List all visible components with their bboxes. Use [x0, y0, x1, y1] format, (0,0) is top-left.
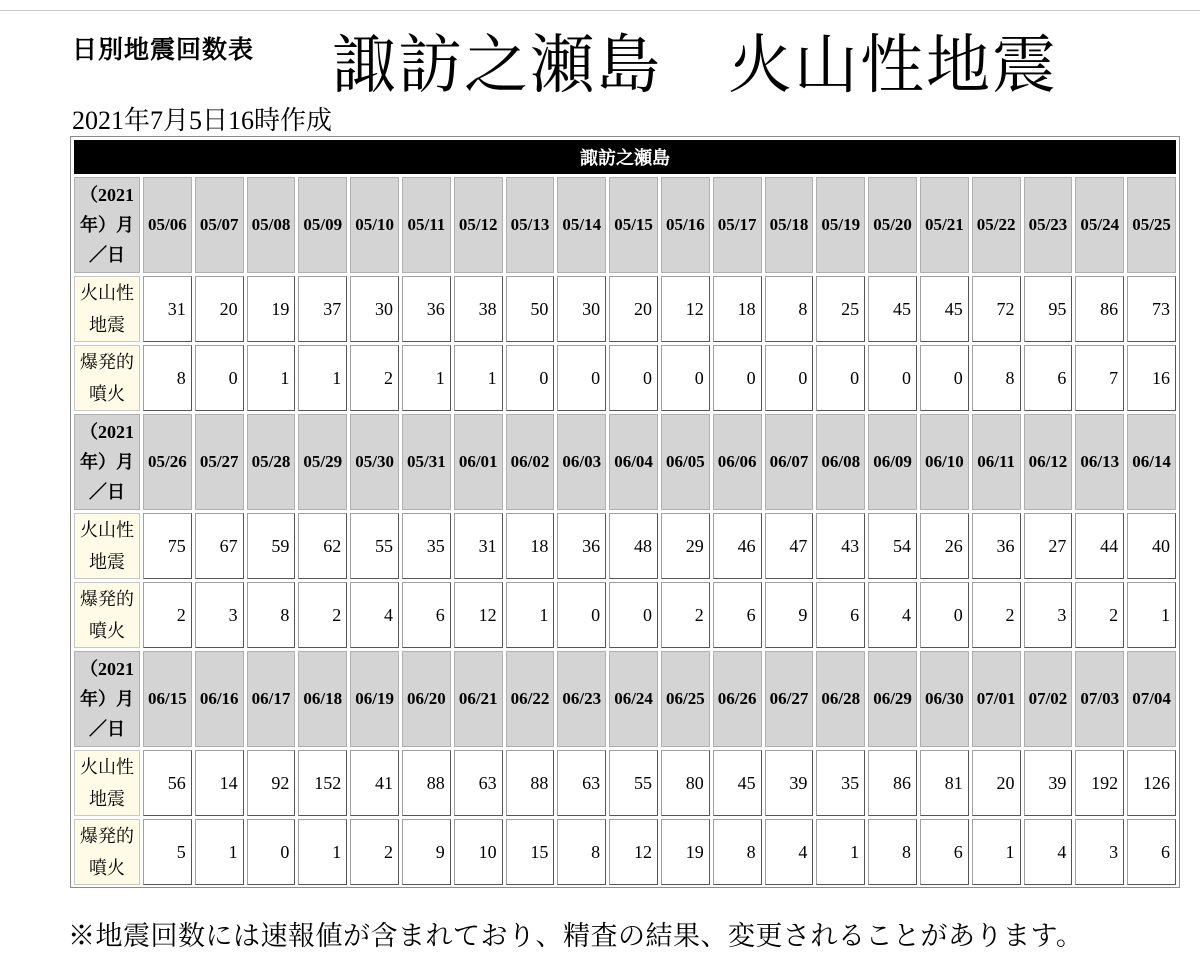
quake-count-cell: 80 [661, 750, 710, 816]
date-header: 06/28 [816, 651, 865, 747]
eruption-count-cell: 1 [298, 819, 347, 885]
eruption-count-cell: 1 [298, 345, 347, 411]
date-header: 05/23 [1024, 177, 1073, 273]
label-line: 年）月 [80, 452, 134, 472]
volcanic-quake-label [74, 750, 140, 816]
label-line: 火山性 [80, 283, 134, 303]
date-header: 06/16 [195, 651, 244, 747]
date-header: 05/09 [298, 177, 347, 273]
label-line: （2021 [80, 185, 134, 205]
explosive-eruption-label [74, 582, 140, 648]
volcanic-quake-row [74, 750, 1176, 816]
eruption-count-cell: 2 [1075, 582, 1124, 648]
quake-count-cell: 75 [143, 513, 192, 579]
date-header: 06/04 [609, 414, 658, 510]
quake-count-cell: 95 [1024, 276, 1073, 342]
quake-count-cell: 20 [195, 276, 244, 342]
eruption-count-cell: 4 [765, 819, 814, 885]
quake-count-cell: 26 [920, 513, 969, 579]
earthquake-count-table [70, 136, 1180, 888]
eruption-count-cell: 8 [143, 345, 192, 411]
date-header: 05/24 [1075, 177, 1124, 273]
eruption-count-cell: 8 [247, 582, 296, 648]
quake-count-cell: 35 [816, 750, 865, 816]
daily-table [71, 137, 1179, 888]
date-header-row [74, 177, 1176, 273]
eruption-count-cell: 6 [402, 582, 451, 648]
date-header: 06/08 [816, 414, 865, 510]
eruption-count-cell: 0 [506, 345, 555, 411]
date-header: 06/09 [868, 414, 917, 510]
date-header: 07/02 [1024, 651, 1073, 747]
explosive-eruption-row [74, 345, 1176, 411]
date-header: 06/06 [713, 414, 762, 510]
eruption-count-cell: 6 [816, 582, 865, 648]
quake-count-cell: 43 [816, 513, 865, 579]
quake-count-cell: 12 [661, 276, 710, 342]
eruption-count-cell: 6 [920, 819, 969, 885]
quake-count-cell: 54 [868, 513, 917, 579]
eruption-count-cell: 6 [1127, 819, 1176, 885]
eruption-count-cell: 16 [1127, 345, 1176, 411]
quake-count-cell: 36 [402, 276, 451, 342]
quake-count-cell: 56 [143, 750, 192, 816]
eruption-count-cell: 0 [609, 582, 658, 648]
explosive-eruption-label [74, 819, 140, 885]
eruption-count-cell: 0 [816, 345, 865, 411]
date-header: 05/17 [713, 177, 762, 273]
date-header: 05/15 [609, 177, 658, 273]
year-month-day-label [74, 177, 140, 273]
label-line: 年）月 [80, 215, 134, 235]
date-header: 06/19 [350, 651, 399, 747]
eruption-count-cell: 5 [143, 819, 192, 885]
created-timestamp: 2021年7月5日16時作成 [72, 106, 333, 135]
quake-count-cell: 30 [350, 276, 399, 342]
date-header: 07/03 [1075, 651, 1124, 747]
eruption-count-cell: 6 [1024, 345, 1073, 411]
quake-count-cell: 45 [713, 750, 762, 816]
label-line: （2021 [80, 422, 134, 442]
quake-count-cell: 86 [1075, 276, 1124, 342]
label-line: ／日 [89, 719, 125, 739]
footnote: ※地震回数には速報値が含まれており、精査の結果、変更されることがあります。 [68, 921, 1084, 951]
eruption-count-cell: 6 [713, 582, 762, 648]
quake-count-cell: 35 [402, 513, 451, 579]
quake-count-cell: 31 [143, 276, 192, 342]
date-header: 05/30 [350, 414, 399, 510]
quake-count-cell: 92 [247, 750, 296, 816]
quake-count-cell: 39 [765, 750, 814, 816]
label-line: 年）月 [80, 689, 134, 709]
label-line: 地震 [89, 315, 125, 335]
date-header: 05/31 [402, 414, 451, 510]
label-line: ／日 [89, 245, 125, 265]
date-header: 06/25 [661, 651, 710, 747]
eruption-count-cell: 2 [350, 819, 399, 885]
volcanic-quake-label [74, 276, 140, 342]
date-header: 06/22 [506, 651, 555, 747]
explosive-eruption-label [74, 345, 140, 411]
quake-count-cell: 59 [247, 513, 296, 579]
date-header: 05/18 [765, 177, 814, 273]
date-header: 05/16 [661, 177, 710, 273]
quake-count-cell: 46 [713, 513, 762, 579]
date-header: 05/22 [972, 177, 1021, 273]
date-header: 05/29 [298, 414, 347, 510]
eruption-count-cell: 4 [350, 582, 399, 648]
eruption-count-cell: 19 [661, 819, 710, 885]
eruption-count-cell: 0 [920, 582, 969, 648]
label-line: 地震 [89, 789, 125, 809]
quake-count-cell: 152 [298, 750, 347, 816]
quake-count-cell: 62 [298, 513, 347, 579]
quake-count-cell: 41 [350, 750, 399, 816]
quake-count-cell: 39 [1024, 750, 1073, 816]
eruption-count-cell: 12 [454, 582, 503, 648]
date-header: 05/13 [506, 177, 555, 273]
date-header: 06/18 [298, 651, 347, 747]
label-line: 噴火 [89, 621, 125, 641]
quake-count-cell: 55 [350, 513, 399, 579]
eruption-count-cell: 1 [402, 345, 451, 411]
table-caption: 諏訪之瀬島 [74, 140, 1176, 174]
window-top-edge [0, 0, 1200, 11]
date-header: 06/10 [920, 414, 969, 510]
label-line: （2021 [80, 659, 134, 679]
quake-count-cell: 45 [920, 276, 969, 342]
date-header: 06/14 [1127, 414, 1176, 510]
eruption-count-cell: 12 [609, 819, 658, 885]
eruption-count-cell: 3 [1024, 582, 1073, 648]
eruption-count-cell: 0 [661, 345, 710, 411]
date-header: 05/25 [1127, 177, 1176, 273]
eruption-count-cell: 2 [143, 582, 192, 648]
quake-count-cell: 37 [298, 276, 347, 342]
eruption-count-cell: 1 [195, 819, 244, 885]
date-header: 06/11 [972, 414, 1021, 510]
eruption-count-cell: 8 [868, 819, 917, 885]
eruption-count-cell: 1 [1127, 582, 1176, 648]
date-header: 06/13 [1075, 414, 1124, 510]
quake-count-cell: 8 [765, 276, 814, 342]
date-header: 06/02 [506, 414, 555, 510]
date-header: 06/12 [1024, 414, 1073, 510]
eruption-count-cell: 8 [713, 819, 762, 885]
date-header: 06/27 [765, 651, 814, 747]
eruption-count-cell: 9 [765, 582, 814, 648]
quake-count-cell: 30 [557, 276, 606, 342]
eruption-count-cell: 0 [557, 582, 606, 648]
date-header: 06/23 [557, 651, 606, 747]
eruption-count-cell: 0 [557, 345, 606, 411]
quake-count-cell: 72 [972, 276, 1021, 342]
quake-count-cell: 18 [506, 513, 555, 579]
date-header: 05/27 [195, 414, 244, 510]
eruption-count-cell: 1 [454, 345, 503, 411]
date-header: 05/26 [143, 414, 192, 510]
eruption-count-cell: 10 [454, 819, 503, 885]
date-header: 07/04 [1127, 651, 1176, 747]
date-header-row [74, 651, 1176, 747]
quake-count-cell: 18 [713, 276, 762, 342]
quake-count-cell: 81 [920, 750, 969, 816]
date-header: 05/06 [143, 177, 192, 273]
date-header: 05/28 [247, 414, 296, 510]
date-header: 07/01 [972, 651, 1021, 747]
quake-count-cell: 36 [557, 513, 606, 579]
quake-count-cell: 73 [1127, 276, 1176, 342]
explosive-eruption-row [74, 582, 1176, 648]
label-line: 爆発的 [80, 589, 134, 609]
quake-count-cell: 29 [661, 513, 710, 579]
label-line: 爆発的 [80, 352, 134, 372]
label-line: 噴火 [89, 384, 125, 404]
year-month-day-label [74, 414, 140, 510]
eruption-count-cell: 3 [195, 582, 244, 648]
eruption-count-cell: 2 [972, 582, 1021, 648]
quake-count-cell: 88 [402, 750, 451, 816]
quake-count-cell: 20 [609, 276, 658, 342]
date-header: 06/03 [557, 414, 606, 510]
year-month-day-label [74, 651, 140, 747]
quake-count-cell: 36 [972, 513, 1021, 579]
date-header: 05/19 [816, 177, 865, 273]
quake-count-cell: 20 [972, 750, 1021, 816]
date-header: 05/10 [350, 177, 399, 273]
date-header: 06/21 [454, 651, 503, 747]
page-heading: 日別地震回数表 [72, 37, 255, 64]
explosive-eruption-row [74, 819, 1176, 885]
quake-count-cell: 14 [195, 750, 244, 816]
eruption-count-cell: 0 [868, 345, 917, 411]
quake-count-cell: 45 [868, 276, 917, 342]
label-line: 火山性 [80, 757, 134, 777]
date-header: 06/29 [868, 651, 917, 747]
quake-count-cell: 25 [816, 276, 865, 342]
date-header: 06/30 [920, 651, 969, 747]
quake-count-cell: 40 [1127, 513, 1176, 579]
quake-count-cell: 55 [609, 750, 658, 816]
eruption-count-cell: 0 [713, 345, 762, 411]
date-header: 06/05 [661, 414, 710, 510]
eruption-count-cell: 7 [1075, 345, 1124, 411]
eruption-count-cell: 15 [506, 819, 555, 885]
eruption-count-cell: 1 [816, 819, 865, 885]
quake-count-cell: 63 [454, 750, 503, 816]
volcanic-quake-row [74, 276, 1176, 342]
date-header: 06/07 [765, 414, 814, 510]
quake-count-cell: 67 [195, 513, 244, 579]
quake-count-cell: 31 [454, 513, 503, 579]
label-line: 火山性 [80, 520, 134, 540]
date-header: 06/20 [402, 651, 451, 747]
quake-count-cell: 88 [506, 750, 555, 816]
date-header: 05/12 [454, 177, 503, 273]
volcanic-quake-row [74, 513, 1176, 579]
eruption-count-cell: 0 [920, 345, 969, 411]
date-header: 06/01 [454, 414, 503, 510]
date-header: 05/21 [920, 177, 969, 273]
eruption-count-cell: 8 [557, 819, 606, 885]
quake-count-cell: 38 [454, 276, 503, 342]
date-header: 05/11 [402, 177, 451, 273]
label-line: 地震 [89, 552, 125, 572]
eruption-count-cell: 2 [298, 582, 347, 648]
quake-count-cell: 63 [557, 750, 606, 816]
quake-count-cell: 27 [1024, 513, 1073, 579]
date-header: 05/08 [247, 177, 296, 273]
date-header: 06/26 [713, 651, 762, 747]
quake-count-cell: 126 [1127, 750, 1176, 816]
eruption-count-cell: 4 [1024, 819, 1073, 885]
volcanic-quake-label [74, 513, 140, 579]
date-header-row [74, 414, 1176, 510]
eruption-count-cell: 3 [1075, 819, 1124, 885]
eruption-count-cell: 8 [972, 345, 1021, 411]
date-header: 06/15 [143, 651, 192, 747]
quake-count-cell: 192 [1075, 750, 1124, 816]
quake-count-cell: 48 [609, 513, 658, 579]
overlay-title: 諏訪之瀬島 火山性地震 [332, 29, 1058, 103]
eruption-count-cell: 1 [506, 582, 555, 648]
date-header: 06/17 [247, 651, 296, 747]
eruption-count-cell: 0 [609, 345, 658, 411]
quake-count-cell: 50 [506, 276, 555, 342]
eruption-count-cell: 4 [868, 582, 917, 648]
eruption-count-cell: 9 [402, 819, 451, 885]
eruption-count-cell: 2 [350, 345, 399, 411]
eruption-count-cell: 0 [247, 819, 296, 885]
label-line: ／日 [89, 482, 125, 502]
quake-count-cell: 19 [247, 276, 296, 342]
quake-count-cell: 47 [765, 513, 814, 579]
quake-count-cell: 44 [1075, 513, 1124, 579]
date-header: 05/20 [868, 177, 917, 273]
quake-count-cell: 86 [868, 750, 917, 816]
date-header: 06/24 [609, 651, 658, 747]
eruption-count-cell: 1 [972, 819, 1021, 885]
eruption-count-cell: 1 [247, 345, 296, 411]
eruption-count-cell: 0 [765, 345, 814, 411]
eruption-count-cell: 2 [661, 582, 710, 648]
label-line: 噴火 [89, 858, 125, 878]
date-header: 05/07 [195, 177, 244, 273]
date-header: 05/14 [557, 177, 606, 273]
label-line: 爆発的 [80, 826, 134, 846]
eruption-count-cell: 0 [195, 345, 244, 411]
